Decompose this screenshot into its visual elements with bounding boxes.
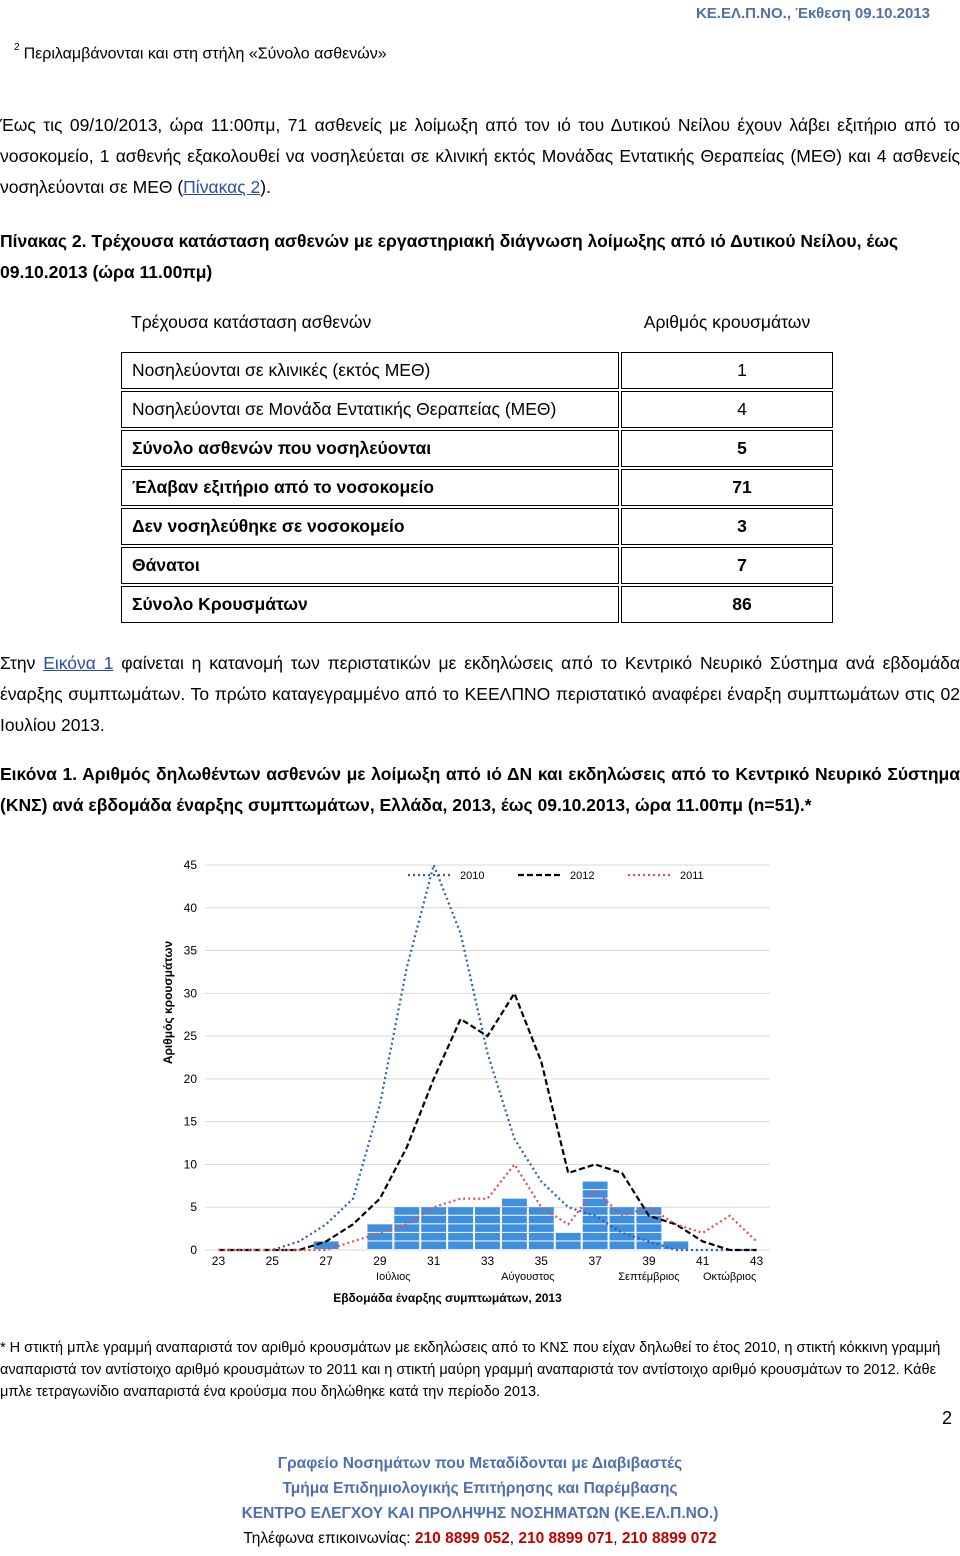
case-square xyxy=(421,1207,446,1215)
row-value: 71 xyxy=(621,469,833,506)
page-number: 2 xyxy=(941,1408,952,1428)
report-header: ΚΕ.ΕΛ.Π.ΝΟ., Έκθεση 09.10.2013 xyxy=(695,5,930,22)
legend-label: 2011 xyxy=(680,870,704,882)
row-value: 86 xyxy=(621,586,833,623)
footnote-text: Περιλαμβάνονται και στη στήλη «Σύνολο ασθενών» xyxy=(23,45,387,63)
case-square xyxy=(421,1216,446,1224)
case-square xyxy=(475,1224,500,1232)
case-square xyxy=(610,1207,635,1215)
row-label: Θάνατοι xyxy=(121,547,619,584)
y-tick-label: 45 xyxy=(183,858,197,872)
case-square xyxy=(448,1207,473,1215)
case-square xyxy=(556,1233,581,1241)
case-square xyxy=(448,1216,473,1224)
case-square xyxy=(502,1233,527,1241)
case-square xyxy=(529,1224,554,1232)
x-tick-label: 43 xyxy=(749,1254,764,1268)
x-tick-label: 31 xyxy=(427,1254,441,1268)
case-square xyxy=(394,1207,419,1215)
row-value: 7 xyxy=(621,547,833,584)
case-square xyxy=(502,1199,527,1207)
case-square xyxy=(367,1224,392,1232)
month-label: Ιούλιος xyxy=(376,1271,411,1283)
x-tick-label: 41 xyxy=(696,1254,710,1268)
table-row xyxy=(121,430,833,467)
y-tick-label: 5 xyxy=(190,1200,197,1215)
epi-curve-chart xyxy=(150,855,780,1315)
case-square xyxy=(502,1224,527,1232)
case-square xyxy=(394,1216,419,1224)
case-square xyxy=(448,1233,473,1241)
row-label: Νοσηλεύονται σε κλινικές (εκτός ΜΕΘ) xyxy=(121,352,619,389)
case-square xyxy=(502,1216,527,1224)
paragraph-status xyxy=(0,110,960,203)
x-tick-label: 37 xyxy=(588,1254,602,1268)
case-square xyxy=(475,1216,500,1224)
footer-center: ΚΕΝΤΡΟ ΕΛΕΓΧΟΥ ΚΑΙ ΠΡΟΛΗΨΗΣ ΝΟΣΗΜΑΤΩΝ (ΚΕ.ΕΛ.Π.ΝΟ.) xyxy=(241,1505,719,1522)
case-square xyxy=(475,1233,500,1241)
table-header-count: Αριθμός κρουσμάτων xyxy=(643,312,811,332)
table-row xyxy=(121,469,833,506)
case-square xyxy=(448,1224,473,1232)
x-tick-label: 35 xyxy=(534,1254,548,1268)
row-label: Σύνολο ασθενών που νοσηλεύονται xyxy=(121,430,619,467)
case-square xyxy=(448,1241,473,1249)
case-square xyxy=(583,1241,608,1249)
footer-office: Γραφείο Νοσημάτων που Μεταδίδονται με Διαβιβαστές xyxy=(277,1455,683,1472)
figure-1-link[interactable]: Εικόνα 1 xyxy=(43,653,114,673)
series-line-2010 xyxy=(218,865,756,1250)
x-tick-label: 33 xyxy=(480,1254,495,1268)
footer-phones xyxy=(0,1530,960,1548)
phone-number[interactable]: 210 8899 072 xyxy=(621,1530,717,1547)
case-square xyxy=(610,1241,635,1249)
paragraph-text: Στην xyxy=(0,653,44,673)
x-tick-label: 39 xyxy=(642,1254,656,1268)
table-row xyxy=(121,547,833,584)
phone-label: Τηλέφωνα επικοινωνίας: xyxy=(243,1530,415,1547)
paragraph-text-end: φαίνεται η κατανομή των περιστατικών με εκδηλώσεις από το Κεντρικό Νευρικό Σύστημα ανά εβδομάδα έναρξης συμπτωμάτων. Το πρώτο καταγεγραμμένο από το ΚΕΕΛΠΝΟ περιστατικό αναφέρει έναρξη συμπτωμάτων στις 02 Ιουλίου 2013. xyxy=(0,653,960,735)
case-square xyxy=(583,1224,608,1232)
paragraph-text: Έως τις 09/10/2013, ώρα 11:00πμ, 71 ασθενείς με λοίμωξη από τον ιό του Δυτικού Νείλου έχουν λάβει εξιτήριο από το νοσοκομείο, 1 ασθενής εξακολουθεί να νοσηλεύεται σε κλινική εκτός Μονάδας Εντατικής Θεραπείας (ΜΕΘ) και 4 ασθενείς νοσηλεύονται σε ΜΕΘ ( xyxy=(0,115,960,197)
case-square xyxy=(610,1224,635,1232)
phone-separator: , xyxy=(509,1530,519,1547)
legend-label: 2012 xyxy=(570,870,595,882)
footnote-mark: 2 xyxy=(14,42,20,53)
x-tick-label: 23 xyxy=(211,1254,226,1268)
month-label: Οκτώβριος xyxy=(703,1271,757,1283)
case-square xyxy=(394,1233,419,1241)
y-tick-label: 40 xyxy=(183,900,197,915)
legend-label: 2010 xyxy=(460,870,485,882)
paragraph-figure-intro xyxy=(0,648,960,741)
case-square xyxy=(475,1241,500,1249)
case-square xyxy=(475,1207,500,1215)
month-label: Σεπτέμβριος xyxy=(618,1271,680,1283)
phone-number[interactable]: 210 8899 071 xyxy=(518,1530,614,1547)
row-label: Σύνολο Κρουσμάτων xyxy=(121,586,619,623)
case-square xyxy=(502,1241,527,1249)
case-square xyxy=(583,1182,608,1190)
x-tick-label: 25 xyxy=(265,1254,279,1268)
case-square xyxy=(556,1241,581,1249)
case-square xyxy=(529,1241,554,1249)
table-row xyxy=(121,352,833,389)
row-label: Δεν νοσηλεύθηκε σε νοσοκομείο xyxy=(121,508,619,545)
x-tick-label: 29 xyxy=(373,1254,387,1268)
figure-note: * Η στικτή μπλε γραμμή αναπαριστά τον αριθμό κρουσμάτων με εκδηλώσεις από το ΚΝΣ που είχαν δηλωθεί το έτος 2010, η στικτή κόκκινη γραμμή αναπαριστά τον αντίστοιχο αριθμό κρουσμάτων το 2011 και η στικτή μαύρη γραμμή αναπαριστά τον αντίστοιχο αριθμό κρουσμάτων το 2012. Κάθε μπλε τετραγωνίδιο αναπαριστά ένα κρούσμα που δηλώθηκε κατά την περίοδο 2013. xyxy=(0,1340,941,1400)
paragraph-text-end: ). xyxy=(260,177,271,197)
case-square xyxy=(529,1233,554,1241)
case-square xyxy=(583,1233,608,1241)
table-row xyxy=(121,508,833,545)
footnote xyxy=(14,44,387,63)
y-tick-label: 10 xyxy=(183,1157,197,1172)
y-axis-title: Αριθμός κρουσμάτων xyxy=(161,940,175,1065)
y-tick-label: 20 xyxy=(183,1071,197,1086)
case-square xyxy=(636,1233,661,1241)
row-value: 4 xyxy=(621,391,833,428)
status-table xyxy=(119,292,835,625)
case-square xyxy=(421,1241,446,1249)
case-square xyxy=(583,1207,608,1215)
case-square xyxy=(502,1207,527,1215)
x-tick-label: 27 xyxy=(319,1254,333,1268)
row-value: 5 xyxy=(621,430,833,467)
case-square xyxy=(583,1190,608,1198)
y-tick-label: 30 xyxy=(183,986,197,1001)
month-label: Αύγουστος xyxy=(501,1271,555,1283)
case-square xyxy=(421,1224,446,1232)
table-header-row xyxy=(121,294,833,350)
case-square xyxy=(583,1216,608,1224)
phone-separator: , xyxy=(613,1530,622,1547)
y-tick-label: 0 xyxy=(190,1243,197,1257)
y-tick-label: 15 xyxy=(183,1114,197,1129)
footer-department: Τμήμα Επιδημιολογικής Επιτήρησης και Παρέμβασης xyxy=(282,1480,678,1497)
table-row xyxy=(121,391,833,428)
y-tick-label: 25 xyxy=(183,1029,197,1044)
case-square xyxy=(367,1241,392,1249)
table-2-link[interactable]: Πίνακας 2 xyxy=(183,177,261,197)
row-label: Έλαβαν εξιτήριο από το νοσοκομείο xyxy=(121,469,619,506)
case-square xyxy=(529,1207,554,1215)
table-row xyxy=(121,586,833,623)
case-square xyxy=(529,1216,554,1224)
table-caption: Πίνακας 2. Τρέχουσα κατάσταση ασθενών με εργαστηριακή διάγνωση λοίμωξης από ιό Δυτικού Νείλου, έως 09.10.2013 (ώρα 11.00πμ) xyxy=(0,231,899,282)
case-square xyxy=(394,1241,419,1249)
y-tick-label: 35 xyxy=(183,943,197,958)
figure-caption: Εικόνα 1. Αριθμός δηλωθέντων ασθενών με λοίμωξη από ιό ΔΝ και εκδηλώσεις από το Κεντρικό Νευρικό Σύστημα (ΚΝΣ) ανά εβδομάδα έναρξης συμπτωμάτων, Ελλάδα, 2013, έως 09.10.2013, ώρα 11.00πμ (n=51).* xyxy=(0,764,960,815)
row-value: 3 xyxy=(621,508,833,545)
case-square xyxy=(367,1233,392,1241)
case-square xyxy=(636,1224,661,1232)
table-header-status: Τρέχουσα κατάσταση ασθενών xyxy=(131,311,372,332)
x-axis-title: Εβδομάδα έναρξης συμπτωμάτων, 2013 xyxy=(333,1291,562,1305)
row-label: Νοσηλεύονται σε Μονάδα Εντατικής Θεραπείας (ΜΕΘ) xyxy=(121,391,619,428)
row-value: 1 xyxy=(621,352,833,389)
phone-number[interactable]: 210 8899 052 xyxy=(414,1530,510,1547)
case-square xyxy=(610,1233,635,1241)
case-square xyxy=(421,1233,446,1241)
